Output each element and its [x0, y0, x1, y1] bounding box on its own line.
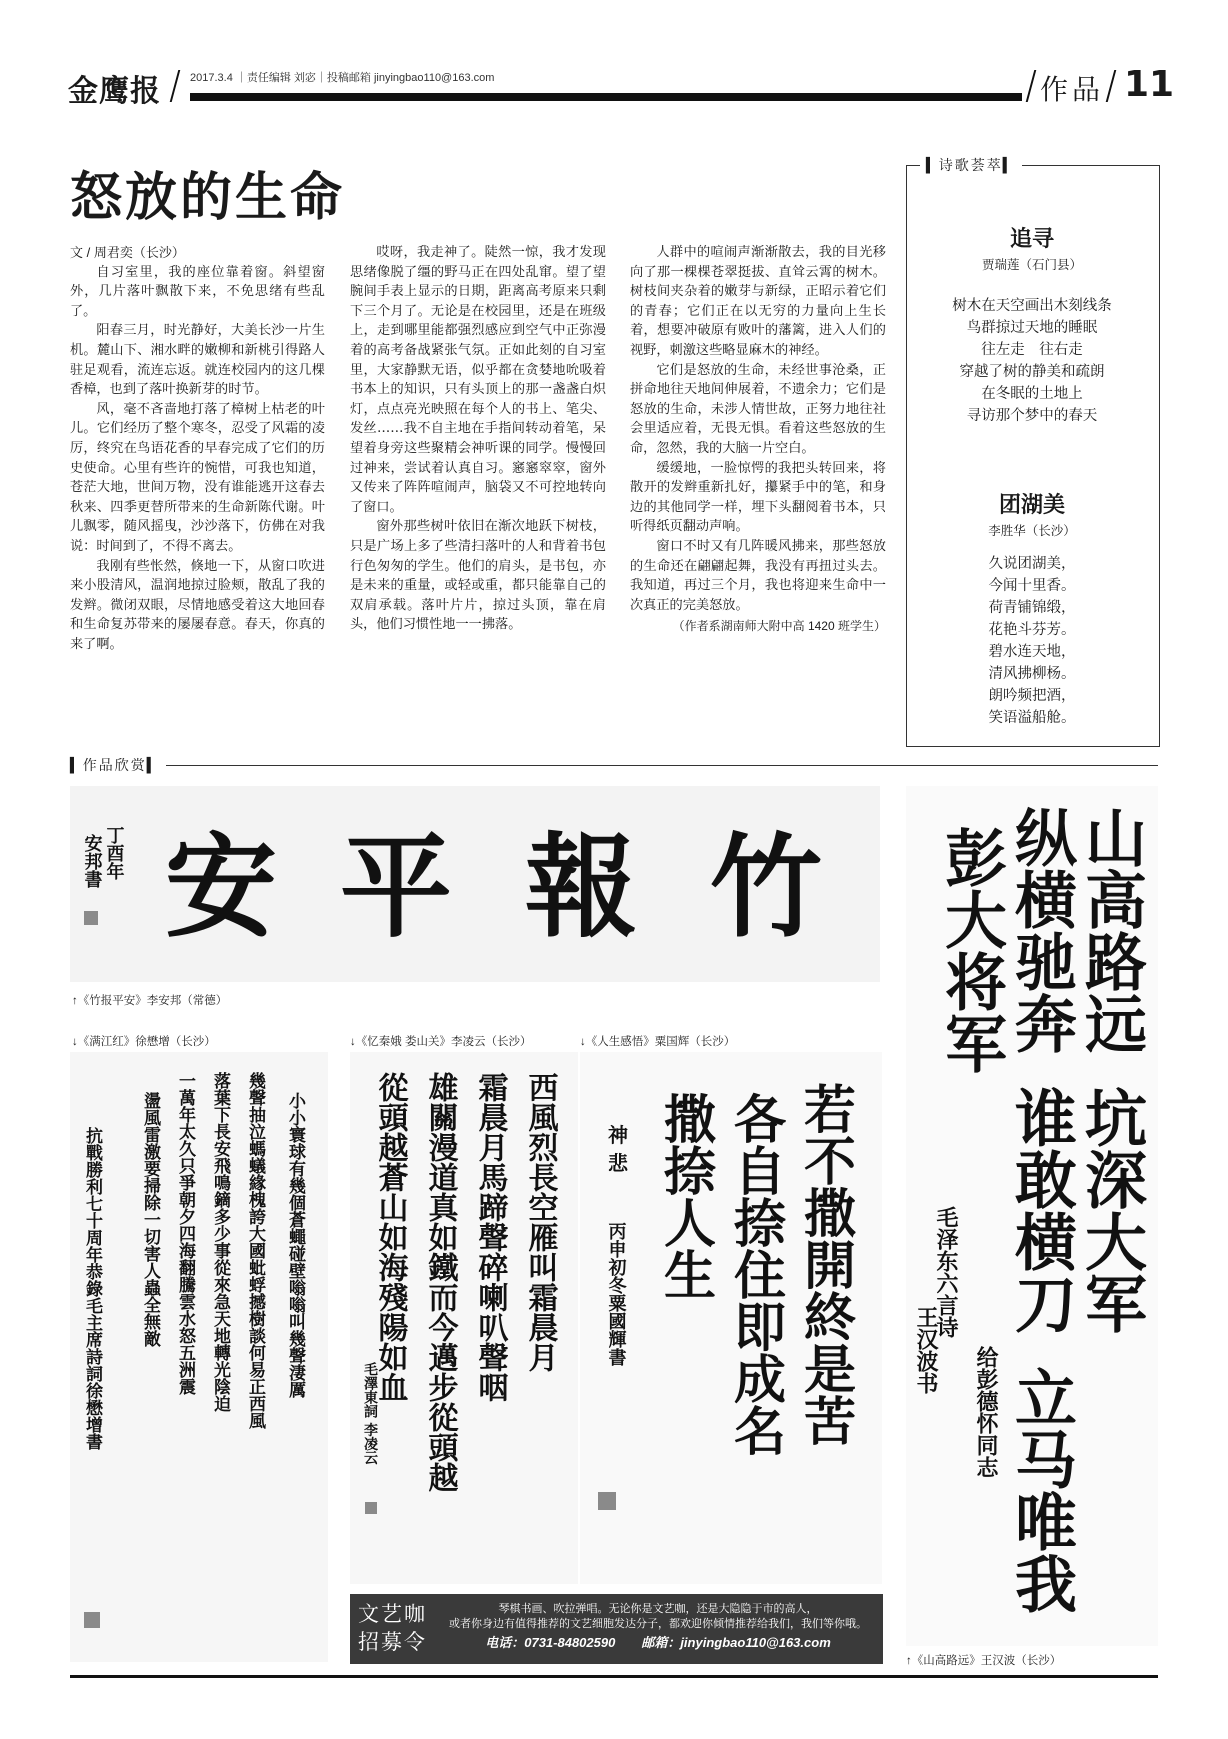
brush-column: 霜晨月馬蹄聲碎喇叭聲咽 — [472, 1072, 508, 1402]
brush-column: 雄關漫道真如鐵而今邁步從頭越 — [422, 1072, 458, 1492]
inscription: 丙申初冬粟國輝書 — [605, 1222, 627, 1366]
header-rule — [190, 93, 1022, 101]
seal-stamp — [84, 911, 98, 925]
recruitment-banner — [350, 1594, 883, 1664]
caption: ↓《满江红》徐懋增（长沙） — [72, 1036, 216, 1048]
poem-line: 久说团湖美， — [988, 556, 1076, 572]
works-section-label: ▍作品欣赏▍ — [70, 755, 166, 775]
brush-column: 幾聲抽泣螞蟻緣槐誇大國蚍蜉撼樹談何易正西風 — [245, 1072, 265, 1429]
inscription: 丁酉年 — [103, 826, 125, 880]
article-column-3 — [630, 243, 886, 637]
calligraphy-yiqin-art — [350, 1052, 578, 1584]
caption: ↓《忆秦娥 娄山关》李凌云（长沙） — [350, 1036, 532, 1048]
article-title: 怒放的生命 — [70, 168, 346, 228]
header-meta: 2017.3.4 ｜责任编辑 刘宓｜投稿邮箱 jinyingbao110@163.com — [190, 72, 495, 84]
poem-line: 荷青铺锦缎， — [988, 600, 1076, 616]
inscription: 给彭德怀同志 — [973, 1346, 999, 1478]
recruitment-title-line: 文艺咖 — [358, 1602, 427, 1626]
article-paragraph: 缓缓地，一脸惊愕的我把头转回来，将散开的发辫重新扎好，攥紧手中的笔，和身边的其他同学一样，埋下头翻阅着书本，只听得纸页翻动声响。 — [630, 460, 886, 535]
poem-line: 碧水连天地， — [988, 644, 1076, 660]
brush-char: 平 — [340, 822, 452, 953]
poem-line: 穿越了树的静美和疏朗 — [959, 364, 1105, 380]
brush-column: 從頭越蒼山如海殘陽如血 — [372, 1072, 408, 1402]
article-paragraph: 哎呀，我走神了。陡然一惊，我才发现思绪像脱了缰的野马正在四处乱窜。望了望腕间手表上显示的日期，距离高考原来只剩下三个月了。无论是在校园里，还是在班级上，走到哪里能都强烈感应到空气中正弥漫着的高考备战紧张气氛。正如此刻的自习室里，大家静默无语，似乎都在贪婪地吮吸着书本上的知识，只有头顶上的那一盏盏白炽灯，点点亮光映照在每个人的书上、笔尖、发丝……我不自主地在手指间转动着笔，呆望着身旁这些聚精会神听课的同学。慢慢回过神来，尝试着认真自习。窸窸窣窣，窗外又传来了阵阵喧闹声，脑袋又不可控地转向了窗口。 — [350, 245, 606, 515]
works-label-text: 作品欣赏 — [82, 758, 147, 774]
brush-column: 一萬年太久只爭朝夕四海翻騰雲水怒五洲震 — [175, 1072, 195, 1395]
poem-line: 朗吟频把酒， — [988, 688, 1076, 704]
poem-line: 清风拂柳杨。 — [988, 666, 1076, 682]
poem-author: 贾瑞莲（石门县） — [981, 258, 1082, 272]
section-name: 作品 — [1040, 73, 1105, 106]
poem-tuanhumei — [906, 488, 1158, 729]
brush-column: 若不撒開終是苦 — [794, 1082, 856, 1446]
brush-column: 坑深大军 — [1074, 1086, 1148, 1334]
brush-column: 山高路远 — [1074, 806, 1148, 1054]
article-column-2 — [350, 243, 606, 635]
poem-line: 在冬眠的土地上 — [981, 386, 1083, 402]
brush-column: 各自捺住即成名 — [724, 1092, 786, 1456]
brush-char: 安 — [165, 822, 277, 953]
poem-title: 团湖美 — [998, 493, 1065, 518]
brush-column: 立马唯我 — [1004, 1366, 1078, 1614]
article-paragraph: 窗口不时又有几阵暖风拂来，那些怒放的生命还在翩翩起舞，我没有再扭过头去。我知道，再过三个月，我也将迎来生命中一次真正的完美怒放。 — [630, 538, 886, 613]
calligraphy-shangao-art — [906, 786, 1158, 1646]
calligraphy-manjiang — [70, 1052, 328, 1662]
brush-column: 西風烈長空雁叫霜晨月 — [522, 1072, 558, 1372]
seal-stamp — [365, 1502, 377, 1514]
poem-line: 笑语溢船舱。 — [988, 710, 1076, 726]
calligraphy-manjiang-art — [70, 1052, 328, 1662]
poem-line: 今闻十里香。 — [988, 578, 1076, 594]
brush-column: 纵横驰奔 — [1004, 806, 1078, 1054]
poetry-label-text: 诗歌荟萃 — [938, 158, 1003, 174]
poetry-section-label: ▍诗歌荟萃▍ — [920, 155, 1022, 175]
header-divider — [1026, 70, 1037, 102]
recruitment-title — [358, 1600, 427, 1656]
section-rule — [70, 765, 1158, 766]
calligraphy-zhubao-art — [70, 786, 880, 982]
inscription: 王汉波书 — [913, 1306, 939, 1394]
brush-column: 盪風雷激要掃除一切害人蟲全無敵 — [140, 1092, 160, 1347]
calligraphy-zhubao — [70, 786, 880, 982]
brush-column: 撒捺人生 — [654, 1092, 716, 1300]
article-paragraph: 自习室里，我的座位靠着窗。斜望窗外，几片落叶飘散下来，不免思绪有些乱了。 — [70, 264, 325, 319]
article-paragraph: 我刚有些怅然，倏地一下，从窗口吹进来小股清风，温润地掠过脸颊，散乱了我的发辫。微闭双眼，尽情地感受着这大地回春和生命复苏带来的屡屡春意。春天，你真的来了啊。 — [70, 558, 325, 652]
brush-char: 報 — [525, 822, 637, 953]
recruitment-text: 琴棋书画、吹拉弹唱。无论你是文艺咖，还是大隐隐于市的高人， — [498, 1603, 818, 1615]
article-paragraph: 人群中的喧闹声渐渐散去，我的目光移向了那一棵棵苍翠挺拔、直耸云霄的树木。树枝间夹杂着的嫩芽与新绿，正昭示着它们的青春；它们正在以无穷的力量向上生长着，想要冲破原有败叶的藩篱，进入人们的视野，刺激这些略显麻木的神经。 — [630, 245, 886, 358]
side-char: 悲 — [608, 1151, 628, 1175]
brush-column: 落葉下長安飛鳴鏑多少事從來急天地轉光陰迫 — [210, 1072, 230, 1412]
header-divider — [170, 70, 181, 102]
article-paragraph: 阳春三月，时光静好，大美长沙一片生机。麓山下、湘水畔的嫩柳和新桃引得路人驻足观看，流连忘返。就连校园内的这几棵香樟，也到了落叶换新芽的时节。 — [70, 323, 325, 398]
brush-char: 竹 — [710, 822, 822, 953]
article-paragraph: 它们是怒放的生命，未经世事沧桑，正拼命地往天地间伸展着，不遗余力；它们是怒放的生命，未涉人情世故，正努力地往社会里适应着，无畏无惧。看着这些怒放的生命，忽然，我的大脑一片空白。 — [630, 362, 886, 456]
seal-stamp — [598, 1492, 616, 1510]
author-note: （作者系湖南师大附中高 1420 班学生） — [672, 619, 886, 634]
recruitment-title-line: 招募令 — [358, 1630, 427, 1654]
brush-column: 抗戰勝利七十周年恭錄毛主席詩詞徐懋增書 — [82, 1127, 102, 1450]
brush-column: 彭大将军 — [934, 826, 1008, 1074]
calligraphy-rensheng — [580, 1052, 882, 1584]
article-paragraph: 风，毫不吝啬地打落了樟树上枯老的叶儿。它们经历了整个寒冬，忍受了风霜的凌厉，终究在鸟语花香的早春完成了它们的历史使命。心里有些许的惋惜，可我也知道，苍茫大地，世间万物，没有谁能逃开这春去秋来、四季更替所带来的生命新陈代谢。叶儿飘零，随风摇曳，沙沙落下，仿佛在对我说：时间到了，不得不离去。 — [70, 401, 325, 554]
recruitment-body — [440, 1602, 876, 1650]
article-column-1 — [70, 243, 325, 654]
seal-stamp — [84, 1612, 100, 1628]
masthead: 金鹰报 — [68, 74, 161, 109]
recruitment-text: 或者你身边有值得推荐的文艺细胞发达分子，都欢迎你倾情推荐给我们，我们等你哦。 — [449, 1618, 867, 1630]
poem-title: 追寻 — [1009, 227, 1054, 252]
article-paragraph: 窗外那些树叶依旧在渐次地跃下树枝，只是广场上多了些清扫落叶的人和背着书包行色匆匆的学生。他们的肩头，是书包，亦是未来的重量，或轻或重，都只能靠自己的双肩承载。落叶片片，掠过头顶，靠在肩头，他们习惯性地一一拂落。 — [350, 519, 606, 633]
brush-column: 谁敢横刀 — [1004, 1086, 1078, 1334]
caption: ↑《山高路远》王汉波（长沙） — [906, 1655, 1062, 1667]
poem-zhuixun — [906, 222, 1158, 427]
calligraphy-yiqin — [350, 1052, 578, 1584]
caption: ↓《人生感悟》粟国辉（长沙） — [580, 1036, 736, 1048]
inscription: 毛泽东六言诗 — [933, 1206, 959, 1338]
header-divider — [1106, 70, 1117, 102]
article-byline: 文 / 周君奕（长沙） — [70, 245, 185, 260]
bottom-rule — [70, 1675, 1158, 1678]
poem-line: 树木在天空画出木刻线条 — [952, 298, 1112, 314]
poem-line: 花艳斗芬芳。 — [988, 622, 1076, 638]
recruitment-contact: 电话：0731-84802590 邮箱：jinyingbao110@163.com — [485, 1635, 831, 1650]
inscription: 安邦書 — [81, 834, 103, 888]
caption: ↑《竹报平安》李安邦（常德） — [72, 995, 228, 1007]
side-char: 神 — [608, 1123, 628, 1147]
poem-author: 李胜华（长沙） — [988, 524, 1076, 538]
inscription: 毛澤東詞 李凌云 — [362, 1362, 378, 1465]
calligraphy-shangao — [906, 786, 1158, 1646]
brush-column: 小小寰球有幾個蒼蠅碰壁嗡嗡叫幾聲淒厲 — [285, 1092, 305, 1398]
calligraphy-rensheng-art — [580, 1052, 882, 1584]
poem-line: 寻访那个梦中的春天 — [966, 408, 1098, 424]
poem-line: 往左走 往右走 — [981, 342, 1083, 358]
poem-line: 鸟群掠过天地的睡眠 — [966, 320, 1098, 336]
page-number: 11 — [1124, 64, 1175, 105]
